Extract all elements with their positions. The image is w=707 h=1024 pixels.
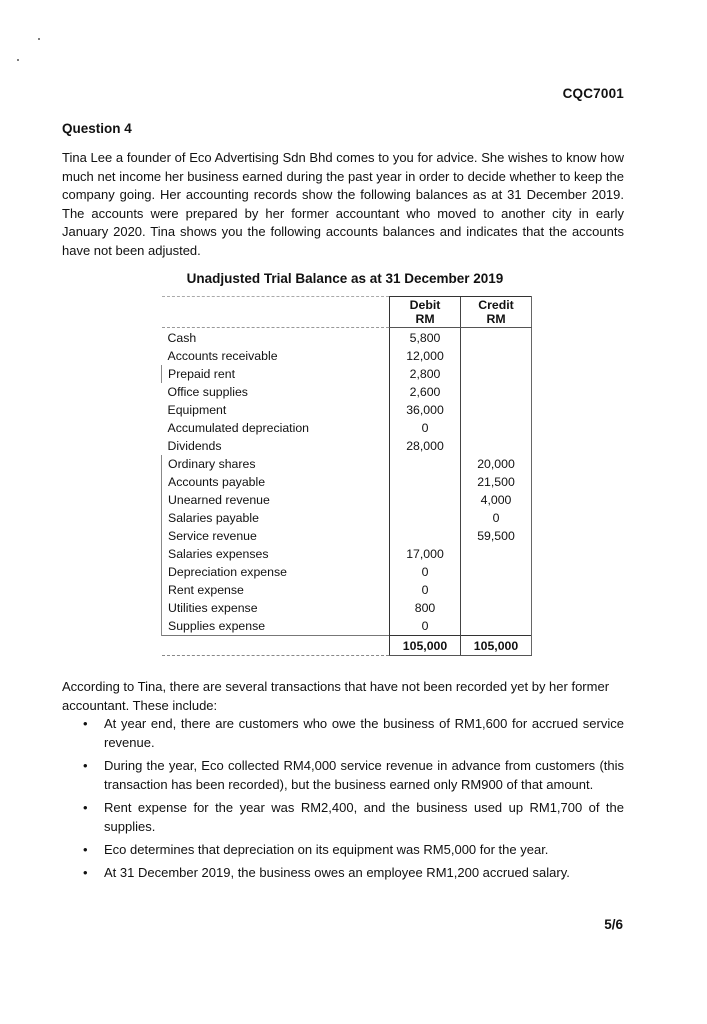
list-item <box>62 798 624 836</box>
unrecorded-transactions-list <box>62 714 624 886</box>
debit-amount: 800 <box>390 599 461 617</box>
account-name: Accumulated depreciation <box>167 421 309 435</box>
debit-amount: 0 <box>390 617 461 636</box>
table-row <box>162 347 532 365</box>
account-name: Cash <box>167 331 197 345</box>
account-name: Utilities expense <box>162 599 390 617</box>
debit-amount: 28,000 <box>390 437 461 455</box>
table-row <box>162 563 532 581</box>
credit-amount <box>461 401 532 419</box>
credit-amount: 0 <box>461 509 532 527</box>
account-name: Supplies expense <box>162 617 390 636</box>
question-intro-paragraph: Tina Lee a founder of Eco Advertising Sdn Bhd comes to you for advice. She wishes to know how much net income her business earned during the past year in order to decide whether to keep the company going. Her accounting records show the following balances as at 31 December 2019. The accounts were prepared by her former accountant who moved to another city in early January 2020. Tina shows you the following accounts balances and indicates that the accounts have not been adjusted. <box>62 150 624 258</box>
table-row <box>162 455 532 473</box>
debit-amount <box>390 491 461 509</box>
debit-amount: 36,000 <box>390 401 461 419</box>
table-row <box>162 419 532 437</box>
credit-amount <box>461 365 532 383</box>
account-name: Depreciation expense <box>162 563 390 581</box>
debit-amount: 2,600 <box>390 383 461 401</box>
account-name: Accounts payable <box>162 473 390 491</box>
list-item <box>62 714 624 752</box>
credit-header-currency: RM <box>486 312 506 326</box>
list-item <box>62 863 624 882</box>
account-column-header <box>162 297 390 328</box>
credit-amount <box>461 383 532 401</box>
course-code: CQC7001 <box>562 86 624 101</box>
credit-amount <box>461 328 532 348</box>
trial-balance-title: Unadjusted Trial Balance as at 31 December 2019 <box>186 271 504 286</box>
debit-amount: 0 <box>390 419 461 437</box>
account-name: Dividends <box>167 439 222 453</box>
account-name: Ordinary shares <box>162 455 390 473</box>
table-row <box>162 599 532 617</box>
transaction-text: Rent expense for the year was RM2,400, and the business used up RM1,700 of the supplies. <box>104 800 624 834</box>
bullet-icon: • <box>83 758 88 773</box>
credit-amount <box>461 437 532 455</box>
table-row <box>162 617 532 636</box>
credit-header-label: Credit <box>478 298 514 312</box>
bullet-icon: • <box>83 716 88 731</box>
account-name: Prepaid rent <box>162 365 390 383</box>
debit-amount: 0 <box>390 563 461 581</box>
table-row <box>162 491 532 509</box>
page-number: 5/6 <box>604 917 623 932</box>
credit-amount <box>461 545 532 563</box>
totals-row <box>162 636 532 656</box>
question-title: Question 4 <box>62 121 132 136</box>
table-row <box>162 328 532 348</box>
bullet-icon: • <box>83 800 88 815</box>
scan-speck <box>17 59 19 61</box>
debit-amount <box>390 527 461 545</box>
credit-amount <box>461 563 532 581</box>
totals-label <box>162 636 390 656</box>
account-name: Service revenue <box>162 527 390 545</box>
scan-speck <box>38 38 40 40</box>
table-row <box>162 437 532 455</box>
debit-total: 105,000 <box>390 636 461 656</box>
list-item <box>62 840 624 859</box>
credit-amount: 4,000 <box>461 491 532 509</box>
debit-amount: 12,000 <box>390 347 461 365</box>
account-name: Accounts receivable <box>167 349 278 363</box>
table-row <box>162 527 532 545</box>
credit-amount: 21,500 <box>461 473 532 491</box>
account-name: Equipment <box>167 403 227 417</box>
account-name: Salaries expenses <box>162 545 390 563</box>
debit-header-currency: RM <box>415 312 435 326</box>
transaction-text: Eco determines that depreciation on its equipment was RM5,000 for the year. <box>104 842 549 857</box>
table-row <box>162 509 532 527</box>
debit-column-header <box>390 297 461 328</box>
transaction-text: At 31 December 2019, the business owes an employee RM1,200 accrued salary. <box>104 865 570 880</box>
transaction-text: During the year, Eco collected RM4,000 service revenue in advance from customers (this transaction has been recorded), but the business earned only RM900 of that amount. <box>104 758 624 792</box>
credit-column-header <box>461 297 532 328</box>
debit-amount: 17,000 <box>390 545 461 563</box>
bullet-icon: • <box>83 865 88 880</box>
credit-amount <box>461 599 532 617</box>
bullet-icon: • <box>83 842 88 857</box>
credit-amount <box>461 347 532 365</box>
debit-amount: 5,800 <box>390 328 461 348</box>
account-name: Salaries payable <box>162 509 390 527</box>
debit-header-label: Debit <box>409 298 441 312</box>
credit-total: 105,000 <box>461 636 532 656</box>
transactions-intro-paragraph: According to Tina, there are several transactions that have not been recorded yet by her former accountant. These include: <box>62 679 610 713</box>
table-row <box>162 581 532 599</box>
account-name: Unearned revenue <box>162 491 390 509</box>
list-item <box>62 756 624 794</box>
trial-balance-header-row <box>162 297 532 328</box>
table-row <box>162 401 532 419</box>
account-name: Office supplies <box>167 385 248 399</box>
table-row <box>162 545 532 563</box>
credit-amount <box>461 419 532 437</box>
credit-amount <box>461 617 532 636</box>
account-name: Rent expense <box>162 581 390 599</box>
trial-balance-table <box>161 296 532 656</box>
credit-amount: 20,000 <box>461 455 532 473</box>
debit-amount: 0 <box>390 581 461 599</box>
transaction-text: At year end, there are customers who owe the business of RM1,600 for accrued service revenue. <box>104 716 624 750</box>
debit-amount <box>390 455 461 473</box>
table-row <box>162 383 532 401</box>
table-row <box>162 365 532 383</box>
debit-amount <box>390 473 461 491</box>
credit-amount <box>461 581 532 599</box>
credit-amount: 59,500 <box>461 527 532 545</box>
debit-amount: 2,800 <box>390 365 461 383</box>
debit-amount <box>390 509 461 527</box>
table-row <box>162 473 532 491</box>
